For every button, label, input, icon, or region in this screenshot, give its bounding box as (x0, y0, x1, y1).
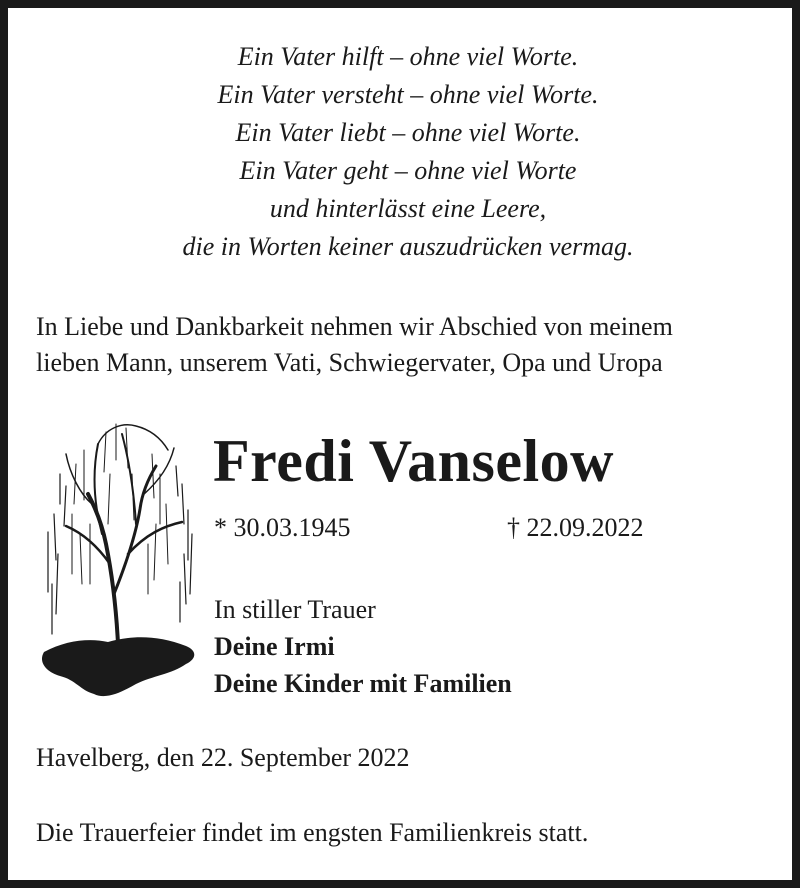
farewell-line: lieben Mann, unserem Vati, Schwiegervater, Opa und Uropa (36, 348, 663, 377)
funeral-note: Die Trauerfeier findet im engsten Familienkreis statt. (36, 818, 589, 847)
poem-line: Ein Vater liebt – ohne viel Worte. (235, 118, 581, 147)
farewell-line: In Liebe und Dankbarkeit nehmen wir Abschied von meinem (36, 312, 673, 341)
birth-date: * 30.03.1945 (214, 513, 351, 542)
mourners (214, 591, 512, 702)
mourning-heading: In stiller Trauer (214, 595, 376, 624)
poem-line: Ein Vater versteht – ohne viel Worte. (217, 80, 599, 109)
poem-line: Ein Vater geht – ohne viel Worte (239, 156, 577, 185)
deceased-name: Fredi Vanselow (213, 428, 614, 494)
death-date: † 22.09.2022 (507, 513, 644, 542)
poem-line: Ein Vater hilft – ohne viel Worte. (237, 42, 579, 71)
mourner-name: Deine Kinder mit Familien (214, 669, 512, 698)
poem-line: und hinterlässt eine Leere, (269, 194, 547, 223)
poem (8, 38, 800, 266)
place-date: Havelberg, den 22. September 2022 (36, 743, 410, 772)
poem-line: die in Worten keiner auszudrücken vermag. (182, 232, 634, 261)
obituary-card (8, 8, 792, 880)
mourner-name: Deine Irmi (214, 632, 335, 661)
farewell-text (36, 309, 776, 381)
weeping-willow-icon (36, 414, 200, 704)
